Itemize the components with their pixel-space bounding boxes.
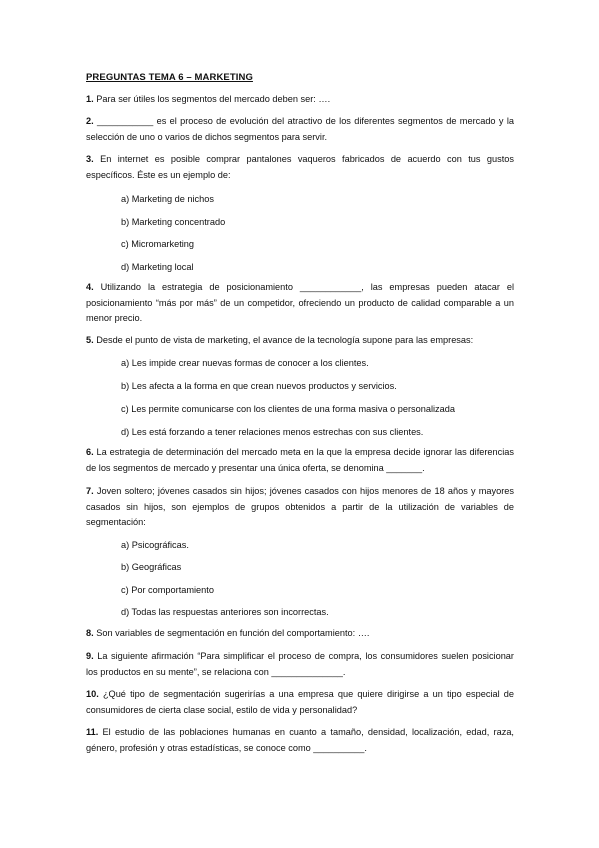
- question-number: 4.: [86, 282, 94, 292]
- option-5a: a) Les impide crear nuevas formas de conocer a los clientes.: [121, 358, 369, 368]
- question-number: 5.: [86, 335, 94, 345]
- option-5c: c) Les permite comunicarse con los clientes de una forma masiva o personalizada: [121, 404, 455, 414]
- question-10: [86, 687, 514, 718]
- question-11: [86, 725, 514, 756]
- question-text: ___________ es el proceso de evolución del atractivo de los diferentes segmentos de mercado y la selección de uno o varios de dichos segmentos para servir.: [86, 116, 514, 142]
- question-text: Utilizando la estrategia de posicionamiento ____________, las empresas pueden atacar el posicionamiento “más por más” de un competidor, ofreciendo un producto de calidad comparable a un menor precio.: [86, 282, 514, 323]
- question-number: 2.: [86, 116, 94, 126]
- question-3: [86, 152, 514, 183]
- question-number: 3.: [86, 154, 94, 164]
- question-5: [86, 333, 514, 349]
- question-1: [86, 92, 514, 108]
- question-number: 6.: [86, 447, 94, 457]
- question-text: Joven soltero; jóvenes casados sin hijos; jóvenes casados con hijos menores de 18 años y mayores casados sin hijos, son ejemplos de grupos obtenidos a partir de la utilización de variables de segmentación:: [86, 486, 514, 527]
- question-4: [86, 280, 514, 327]
- option-5b: b) Les afecta a la forma en que crean nuevos productos y servicios.: [121, 381, 397, 391]
- option-3c: c) Micromarketing: [121, 239, 195, 249]
- question-text: Son variables de segmentación en función del comportamiento: ….: [96, 628, 370, 638]
- question-text: Desde el punto de vista de marketing, el avance de la tecnología supone para las empresas:: [96, 335, 474, 345]
- option-7d: d) Todas las respuestas anteriores son incorrectas.: [121, 607, 329, 617]
- question-6: [86, 445, 514, 476]
- question-number: 7.: [86, 486, 94, 496]
- question-7: [86, 484, 514, 531]
- option-3a: a) Marketing de nichos: [121, 194, 214, 204]
- question-text: ¿Qué tipo de segmentación sugerirías a una empresa que quiere dirigirse a un tipo especial de consumidores de cierta clase social, estilo de vida y personalidad?: [86, 689, 514, 715]
- option-7b: b) Geográficas: [121, 562, 182, 572]
- question-number: 1.: [86, 94, 94, 104]
- question-2: [86, 114, 514, 145]
- option-5d: d) Les está forzando a tener relaciones menos estrechas con sus clientes.: [121, 427, 424, 437]
- option-3d: d) Marketing local: [121, 262, 194, 272]
- question-number: 11.: [86, 727, 99, 737]
- option-7a: a) Psicográficas.: [121, 540, 189, 550]
- document-title: PREGUNTAS TEMA 6 – MARKETING: [86, 72, 253, 83]
- question-8: [86, 626, 514, 642]
- question-text: Para ser útiles los segmentos del mercado deben ser: ….: [96, 94, 331, 104]
- question-number: 8.: [86, 628, 94, 638]
- question-number: 9.: [86, 651, 94, 661]
- question-number: 10.: [86, 689, 99, 699]
- question-text: El estudio de las poblaciones humanas en cuanto a tamaño, densidad, localización, edad, raza, género, profesión y otras estadísticas, se conoce como __________.: [86, 727, 514, 753]
- option-7c: c) Por comportamiento: [121, 585, 214, 595]
- option-3b: b) Marketing concentrado: [121, 217, 226, 227]
- question-text: En internet es posible comprar pantalones vaqueros fabricados de acuerdo con tus gustos específicos. Éste es un ejemplo de:: [86, 154, 514, 180]
- question-text: La siguiente afirmación “Para simplificar el proceso de compra, los consumidores suelen posicionar los productos en su mente”, se relaciona con ______________.: [86, 651, 514, 677]
- question-9: [86, 649, 514, 680]
- question-text: La estrategia de determinación del mercado meta en la que la empresa decide ignorar las diferencias de los segmentos de mercado y presentar una única oferta, se denomina _______.: [86, 447, 514, 473]
